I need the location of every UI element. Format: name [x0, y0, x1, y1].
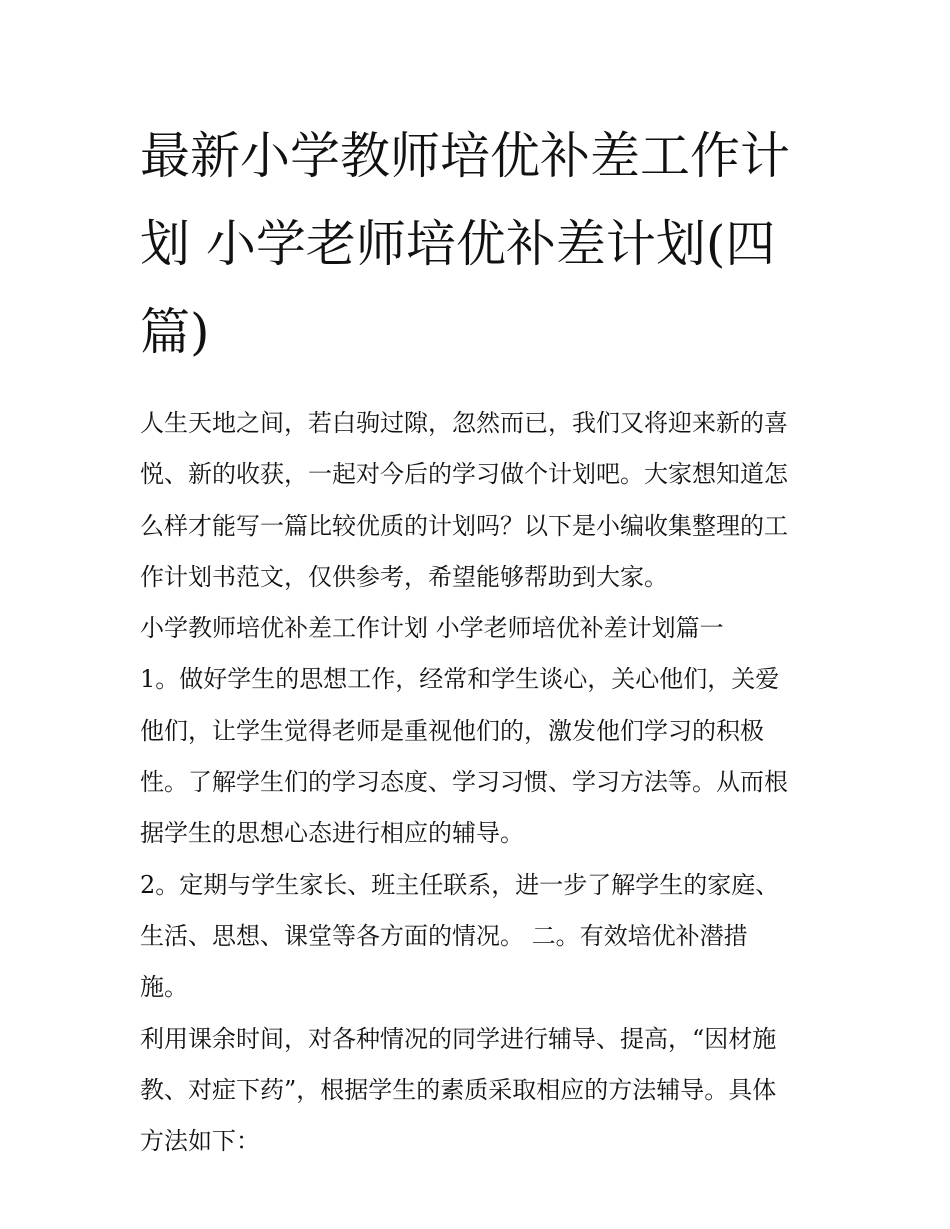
- document-page: [140, 112, 820, 1167]
- body-line: 利用课余时间，对各种情况的同学进行辅导、提高，“因材施: [140, 1024, 777, 1053]
- body-line: 教、对症下药”，根据学生的素质采取相应的方法辅导。具体: [140, 1075, 777, 1104]
- body-line: 2。定期与学生家长、班主任联系，进一步了解学生的家庭、: [140, 870, 780, 899]
- body-line: 人生天地之间，若白驹过隙，忽然而已，我们又将迎来新的喜: [140, 409, 788, 437]
- body-line: 据学生的思想心态进行相应的辅导。: [140, 819, 524, 848]
- body-line: 悦、新的收获，一起对今后的学习做个计划吧。大家想知道怎: [140, 460, 788, 489]
- body-line: 施。: [140, 973, 188, 1002]
- body-line: 性。了解学生们的学习态度、学习习惯、学习方法等。从而根: [140, 768, 788, 797]
- document-body: [140, 398, 820, 1167]
- title-line: 最新小学教师培优补差工作计: [140, 127, 790, 185]
- body-line: 1。做好学生的思想工作，经常和学生谈心，关心他们，关爱: [140, 665, 780, 694]
- section-heading: 小学教师培优补差工作计划 小学老师培优补差计划篇一: [140, 614, 724, 643]
- document-title: [140, 112, 820, 376]
- body-line: 生活、思想、课堂等各方面的情况。 二。有效培优补潜措: [140, 921, 748, 950]
- body-line: 方法如下：: [140, 1127, 260, 1156]
- body-line: 作计划书范文，仅供参考，希望能够帮助到大家。: [140, 562, 668, 591]
- title-line: 划 小学老师培优补差计划(四: [140, 215, 776, 273]
- body-line: 他们，让学生觉得老师是重视他们的，激发他们学习的积极: [140, 716, 764, 745]
- title-line: 篇): [140, 303, 210, 361]
- body-line: 么样才能写一篇比较优质的计划吗？以下是小编收集整理的工: [140, 511, 788, 540]
